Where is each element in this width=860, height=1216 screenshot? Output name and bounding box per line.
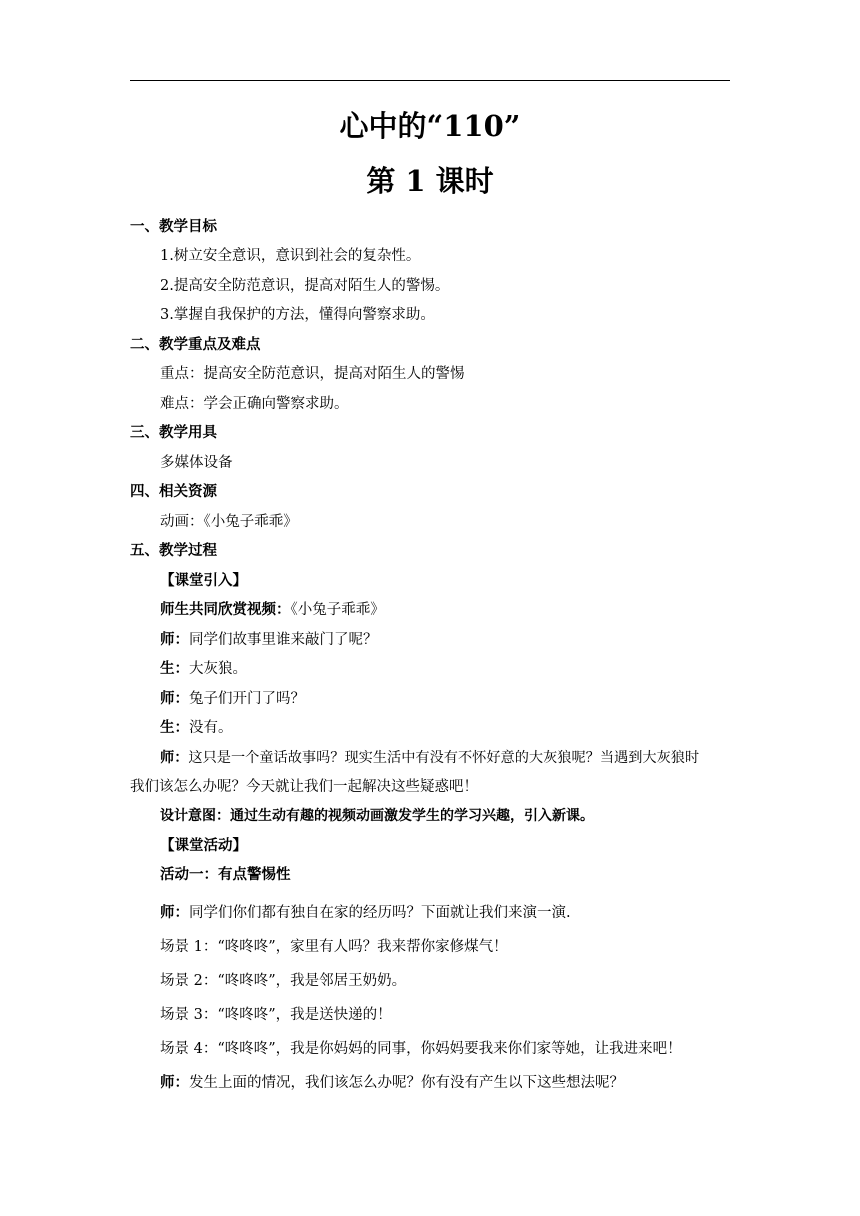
speaker-label: 师：	[160, 1074, 189, 1091]
activity-intro	[160, 903, 730, 923]
section-heading-goals: 一、教学目标	[130, 218, 217, 235]
key-point-item: 重点：提高安全防范意识，提高对陌生人的警惕	[160, 366, 465, 382]
scene-item: 场景 3：“咚咚咚”，我是送快递的！	[160, 1007, 392, 1023]
dialogue-text: 这只是一个童话故事吗？现实生活中有没有不怀好意的大灰狼呢？当遇到大灰狼时	[188, 750, 700, 766]
section-heading-tools: 三、教学用具	[130, 424, 217, 441]
dialogue-text: 同学们故事里谁来敲门了呢？	[189, 632, 378, 648]
speaker-label: 师：	[160, 750, 189, 766]
dialogue-text: 兔子们开门了吗？	[189, 691, 305, 707]
dialogue-line	[160, 659, 730, 679]
goal-item: 1.树立安全意识，意识到社会的复杂性。	[160, 248, 421, 264]
section-heading-resources: 四、相关资源	[130, 483, 217, 500]
resource-item: 动画：《小兔子乖乖》	[160, 514, 298, 530]
video-line	[160, 600, 730, 620]
intro-heading: 【课堂引入】	[160, 572, 247, 589]
speaker-label: 师：	[160, 631, 189, 648]
video-label: 师生共同欣赏视频：	[160, 601, 291, 618]
dialogue-line-long	[160, 748, 730, 768]
dialogue-text: 发生上面的情况，我们该怎么办呢？你有没有产生以下这些想法呢？	[189, 1075, 624, 1091]
dialogue-line	[160, 630, 730, 650]
scene-item: 场景 1：“咚咚咚”，家里有人吗？我来帮你家修煤气！	[160, 939, 508, 955]
header-rule	[130, 80, 730, 81]
section-heading-key-points: 二、教学重点及难点	[130, 336, 261, 353]
design-intent: 设计意图：通过生动有趣的视频动画激发学生的学习兴趣，引入新课。	[160, 808, 594, 824]
scene-item: 场景 2：“咚咚咚”，我是邻居王奶奶。	[160, 973, 407, 989]
dialogue-text: 大灰狼。	[189, 661, 247, 677]
dialogue-line-long-cont: 我们该怎么办呢？今天就让我们一起解决这些疑惑吧！	[130, 779, 478, 795]
speaker-label: 生：	[160, 719, 189, 736]
dialogue-line	[160, 718, 730, 738]
video-title: 《小兔子乖乖》	[290, 602, 385, 618]
speaker-label: 生：	[160, 660, 189, 677]
scene-item: 场景 4：“咚咚咚”，我是你妈妈的同事，你妈妈要我来你们家等她，让我进来吧！	[160, 1041, 682, 1057]
section-heading-process: 五、教学过程	[130, 542, 217, 559]
dialogue-text: 同学们你们都有独自在家的经历吗？下面就让我们来演一演.	[189, 905, 571, 921]
speaker-label: 师：	[160, 904, 189, 921]
page-subtitle: 第 1 课时	[366, 164, 494, 198]
dialogue-line	[160, 689, 730, 709]
final-question	[160, 1073, 730, 1093]
speaker-label: 师：	[160, 690, 189, 707]
goal-item: 2.提高安全防范意识，提高对陌生人的警惕。	[160, 278, 450, 294]
dialogue-text: 没有。	[189, 720, 233, 736]
activity-one-title: 活动一：有点警惕性	[160, 866, 291, 883]
page-title: 心中的“110”	[339, 109, 521, 143]
activity-heading: 【课堂活动】	[160, 837, 247, 854]
difficulty-item: 难点：学会正确向警察求助。	[160, 396, 349, 412]
goal-item: 3.掌握自我保护的方法，懂得向警察求助。	[160, 307, 435, 323]
tool-item: 多媒体设备	[160, 455, 233, 471]
